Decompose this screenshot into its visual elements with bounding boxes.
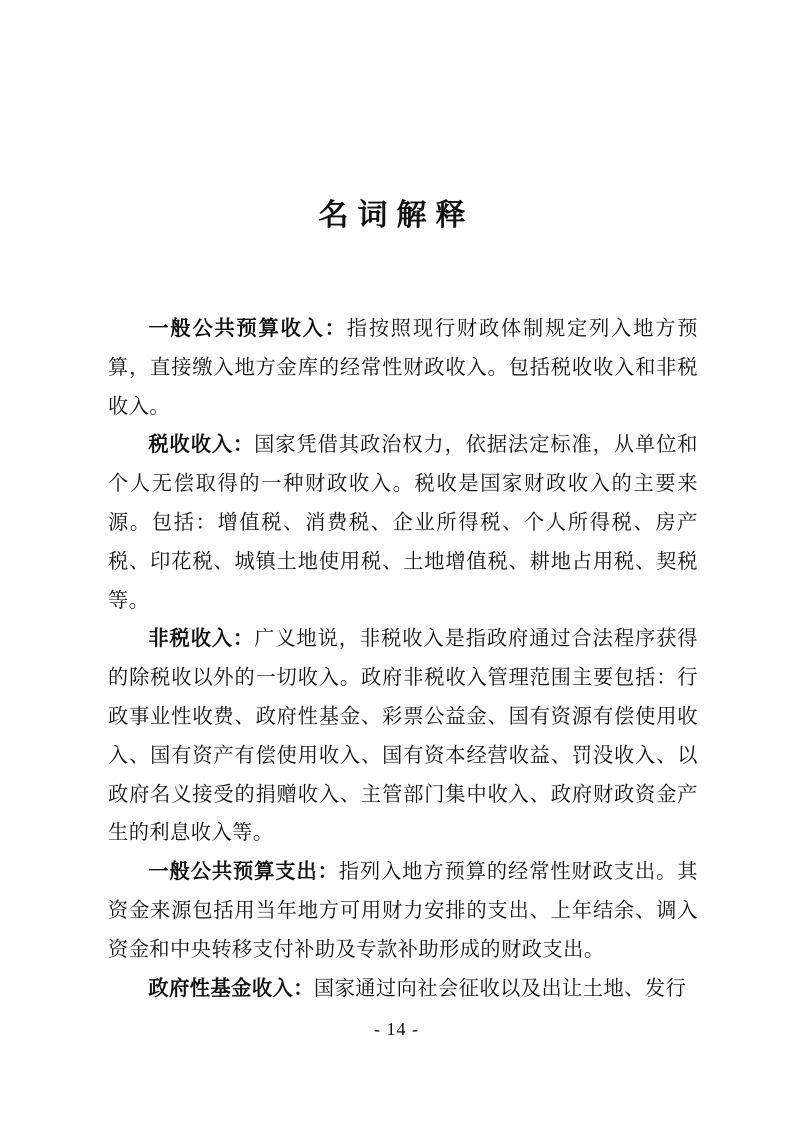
glossary-definition: 广义地说，非税收入是指政府通过合法程序获得的除税收以外的一切收入。政府非税收入管理范围主要包括：行政事业性收费、政府性基金、彩票公益金、国有资源有偿使用收入、国有资产有偿使用收入、国有资本经营收益、罚没收入、以政府名义接受的捐赠收入、主管部门集中收入、政府财政资金产生的利息收入等。 <box>108 626 698 845</box>
glossary-definition: 国家通过向社会征收以及出让土地、发行 <box>313 975 687 1000</box>
glossary-body <box>108 309 698 1007</box>
glossary-term: 非税收入： <box>148 626 255 651</box>
page-title: 名词解释 <box>318 198 475 233</box>
page-number: - 14 - <box>374 1019 419 1039</box>
glossary-term: 一般公共预算收入： <box>148 316 347 340</box>
glossary-definition: 国家凭借其政治权力，依据法定标准，从单位和个人无偿取得的一种财政收入。税收是国家财政收入的主要来源。包括：增值税、消费税、企业所得税、个人所得税、房产税、印花税、城镇土地使用税、土地增值税、耕地占用税、契税等。 <box>108 432 698 612</box>
glossary-entry <box>108 619 698 852</box>
glossary-entry <box>108 969 698 1008</box>
glossary-entry <box>108 425 698 619</box>
glossary-entry <box>108 309 698 425</box>
glossary-definition: 指列入地方预算的经常性财政支出。其资金来源包括用当年地方可用财力安排的支出、上年结余、调入资金和中央转移支付补助及专款补助形成的财政支出。 <box>108 859 698 961</box>
glossary-term: 税收收入： <box>148 432 255 457</box>
glossary-term: 政府性基金收入： <box>148 975 314 1000</box>
glossary-term: 一般公共预算支出： <box>148 859 339 884</box>
glossary-definition: 指按照现行财政体制规定列入地方预算，直接缴入地方金库的经常性财政收入。包括税收收入和非税收入。 <box>108 316 698 418</box>
glossary-entry <box>108 852 698 968</box>
